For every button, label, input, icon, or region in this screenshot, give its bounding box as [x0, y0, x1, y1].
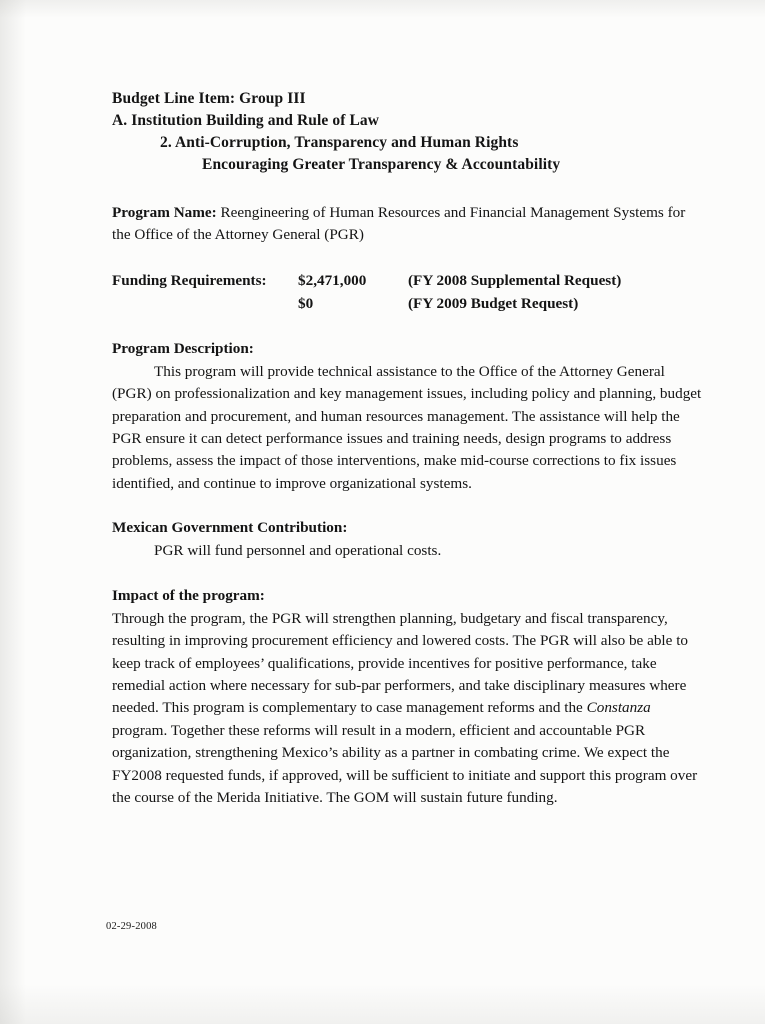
document-body	[112, 88, 702, 809]
funding-amount-fy2009: $0	[298, 294, 314, 312]
mexican-contribution-heading: Mexican Government Contribution:	[112, 519, 348, 537]
impact-section	[112, 585, 702, 809]
program-description-body: This program will provide technical assistance to the Office of the Attorney General (PGR) on professionalization and key management issues, including policy and planning, budget preparation and procurement, and human resources management. The assistance will help the PGR ensure it can detect performance issues and training needs, design programs to address problems, assess the impact of those interventions, make mid-course corrections to fix issues identified, and continue to improve organizational systems.	[112, 363, 702, 492]
funding-row	[112, 270, 702, 293]
program-description-heading: Program Description:	[112, 339, 254, 357]
funding-amount-fy2008: $2,471,000	[298, 272, 367, 290]
heading-subsection-2: 2. Anti-Corruption, Transparency and Human Rights	[160, 134, 519, 151]
impact-body-part2: program. Together these reforms will result in a modern, efficient and accountable PGR organization, strengthening Mexico’s ability as a partner in combating crime. We expect the FY2008 requested funds, if approved, will be sufficient to initiate and support this program over the course of the Merida Initiative. The GOM will sustain future funding.	[112, 721, 698, 806]
impact-italic-term: Constanza	[586, 699, 651, 717]
impact-body-part1: Through the program, the PGR will strengthen planning, budgetary and fiscal transparency, resulting in improving procurement efficiency and lowered costs. The PGR will also be able to keep track of employees’ qualifications, provide incentives for positive performance, take remedial action where necessary for sub-par performers, and take disciplinary measures where needed. This program is complementary to case management reforms and the	[112, 610, 689, 717]
funding-requirements-label: Funding Requirements:	[112, 272, 267, 290]
funding-requirements-section	[112, 270, 702, 316]
funding-note-fy2009: (FY 2009 Budget Request)	[408, 294, 579, 312]
program-name-section	[112, 202, 702, 246]
date-stamp: 02-29-2008	[106, 921, 157, 932]
funding-row	[112, 293, 702, 316]
heading-section-a: A. Institution Building and Rule of Law	[112, 112, 380, 129]
program-name-line	[112, 202, 702, 246]
heading-budget-line-item: Budget Line Item: Group III	[112, 90, 306, 107]
program-description-section	[112, 338, 702, 495]
heading-subtitle: Encouraging Greater Transparency & Accountability	[202, 156, 561, 173]
impact-body	[112, 608, 702, 809]
program-name-label: Program Name:	[112, 204, 217, 221]
funding-note-fy2008: (FY 2008 Supplemental Request)	[408, 272, 622, 290]
mexican-contribution-section	[112, 517, 702, 563]
budget-line-heading	[112, 88, 702, 176]
program-name-value: Reengineering of Human Resources and Financial Management Systems for the Office of the Attorney General (PGR)	[112, 204, 686, 244]
impact-heading: Impact of the program:	[112, 586, 265, 604]
mexican-contribution-body: PGR will fund personnel and operational costs.	[154, 542, 442, 560]
